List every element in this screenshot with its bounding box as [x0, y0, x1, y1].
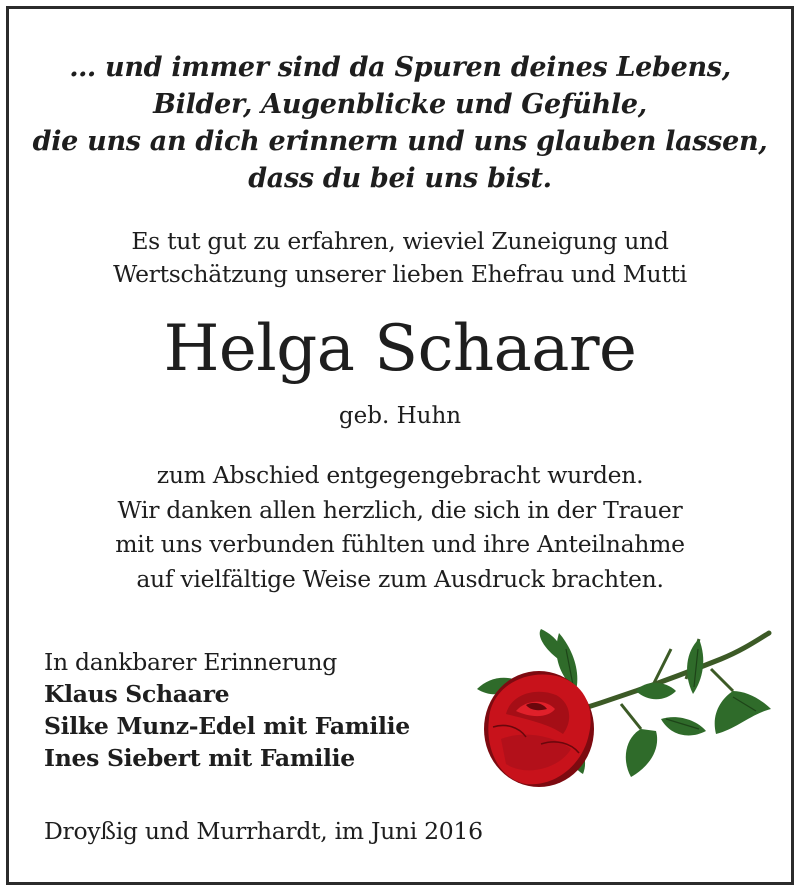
- obituary-card: [6, 6, 794, 885]
- signoff-lead: In dankbarer Erinnerung: [44, 648, 337, 676]
- intro-line: Es tut gut zu erfahren, wieviel Zuneigung und: [131, 227, 669, 255]
- place-date: Droyßig und Murrhardt, im Juni 2016: [44, 817, 483, 845]
- poem-line: Bilder, Augenblicke und Gefühle,: [153, 89, 647, 120]
- thanks-line: auf vielfältige Weise zum Ausdruck brachten.: [136, 564, 664, 593]
- intro-text: [9, 225, 791, 291]
- intro-line: Wertschätzung unserer lieben Ehefrau und Mutti: [113, 260, 687, 288]
- mourner-name: Klaus Schaare: [44, 680, 230, 708]
- thanks-line: Wir danken allen herzlich, die sich in der Trauer: [117, 495, 683, 524]
- poem-line: dass du bei uns bist.: [248, 163, 552, 194]
- rose-icon: [471, 619, 781, 794]
- thanks-line: zum Abschied entgegengebracht wurden.: [156, 461, 644, 489]
- poem-verse: [9, 49, 791, 197]
- poem-line: die uns an dich erinnern und uns glauben lassen,: [32, 126, 768, 157]
- poem-line: … und immer sind da Spuren deines Lebens,: [69, 52, 731, 83]
- mourner-name: Ines Siebert mit Familie: [44, 744, 355, 772]
- thanks-line: mit uns verbunden fühlten und ihre Anteilnahme: [115, 530, 685, 558]
- deceased-name: Helga Schaare: [163, 312, 637, 386]
- signoff-block: [44, 646, 464, 774]
- mourner-name: Silke Munz-Edel mit Familie: [44, 712, 410, 740]
- birth-name: geb. Huhn: [338, 403, 462, 429]
- thanks-text: [9, 458, 791, 596]
